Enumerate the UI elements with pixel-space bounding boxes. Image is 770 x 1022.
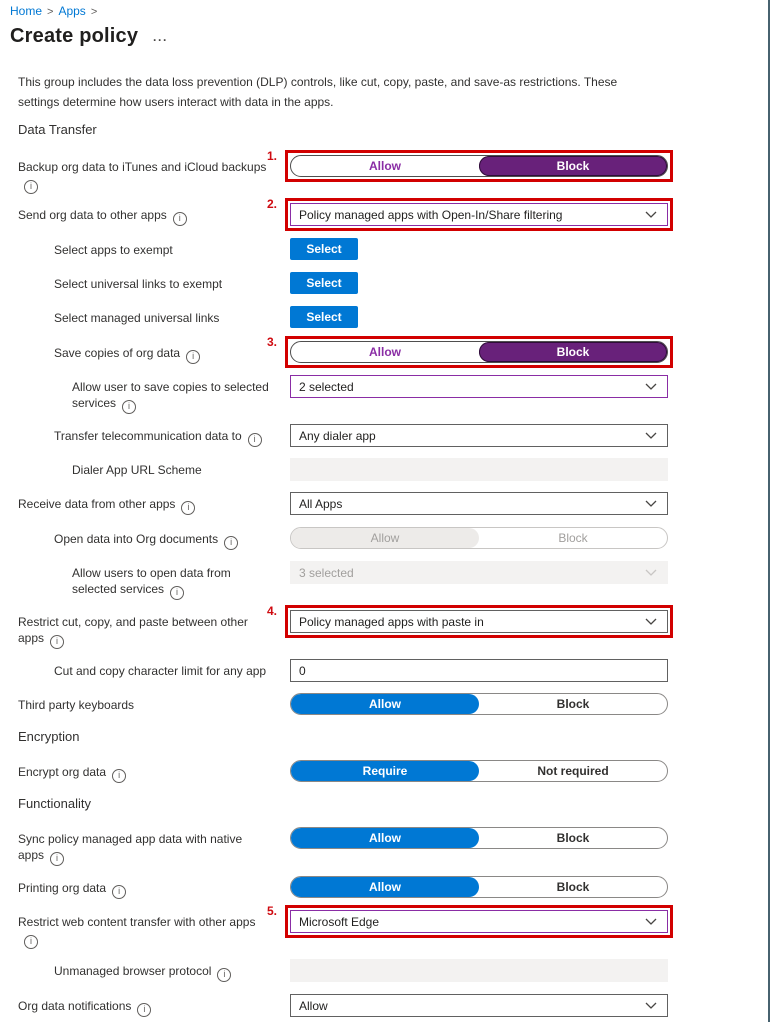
setting-label: Encrypt org data i [18, 760, 270, 783]
dropdown-telecom-data[interactable]: Any dialer app [290, 424, 668, 447]
dropdown-send-org-data[interactable]: Policy managed apps with Open-In/Share filtering [290, 203, 668, 226]
toggle-option-allow[interactable]: Allow [369, 345, 401, 359]
info-icon[interactable]: i [50, 852, 64, 866]
section-heading-data-transfer: Data Transfer [18, 122, 97, 137]
chevron-down-icon [645, 211, 657, 219]
dropdown-open-data-services: 3 selected [290, 561, 668, 584]
setting-label: Unmanaged browser protocol i [54, 959, 272, 982]
chevron-down-icon [645, 618, 657, 626]
toggle-option-allow[interactable]: Allow [291, 828, 479, 848]
toggle-third-party-keyboards[interactable] [290, 693, 668, 715]
setting-label: Sync policy managed app data with native apps i [18, 827, 270, 866]
chevron-right-icon: > [90, 6, 98, 18]
setting-label: Open data into Org documents i [54, 527, 272, 550]
info-icon[interactable]: i [112, 885, 126, 899]
info-icon[interactable]: i [186, 350, 200, 364]
info-icon[interactable]: i [137, 1003, 151, 1017]
info-icon[interactable]: i [248, 433, 262, 447]
breadcrumb-home-link[interactable]: Home [10, 4, 43, 18]
toggle-option-block[interactable]: Block [556, 831, 590, 845]
toggle-option-allow: Allow [291, 528, 479, 548]
toggle-option-block[interactable]: Block [479, 156, 667, 176]
setting-label: Transfer telecommunication data to i [54, 424, 272, 447]
input-cut-copy-limit[interactable]: 0 [290, 659, 668, 682]
info-icon[interactable]: i [24, 180, 38, 194]
info-icon[interactable]: i [173, 212, 187, 226]
section-heading-functionality: Functionality [18, 796, 91, 811]
section-description: This group includes the data loss prevention (DLP) controls, like cut, copy, paste, and save-as restrictions. These settings determine how users interact with data in the apps. [18, 75, 618, 110]
info-icon[interactable]: i [170, 586, 184, 600]
info-icon[interactable]: i [50, 635, 64, 649]
toggle-option-block: Block [558, 531, 588, 545]
chevron-down-icon [645, 918, 657, 926]
section-heading-encryption: Encryption [18, 729, 80, 744]
setting-label: Backup org data to iTunes and iCloud backupsi [18, 155, 270, 194]
setting-label: Cut and copy character limit for any app [54, 664, 267, 678]
chevron-down-icon [645, 383, 657, 391]
setting-label: Restrict web content transfer with other appsi [18, 910, 270, 949]
setting-label: Restrict cut, copy, and paste between other apps i [18, 610, 270, 649]
dropdown-save-copies-services[interactable]: 2 selected [290, 375, 668, 398]
select-universal-links-button[interactable]: Select [290, 272, 358, 294]
toggle-option-block[interactable]: Block [556, 697, 590, 711]
breadcrumb [10, 4, 102, 18]
setting-label: Allow users to open data from selected services i [72, 561, 272, 600]
toggle-option-allow[interactable]: Allow [369, 159, 401, 173]
setting-label: Select universal links to exempt [54, 277, 223, 291]
info-icon[interactable]: i [24, 935, 38, 949]
toggle-backup-org-data[interactable] [290, 155, 668, 177]
annotation-box-3 [267, 335, 673, 368]
chevron-down-icon [645, 1002, 657, 1010]
annotation-number: 1. [267, 149, 278, 163]
info-icon[interactable]: i [181, 501, 195, 515]
toggle-option-not-required[interactable]: Not required [537, 764, 609, 778]
annotation-box-1 [267, 149, 673, 182]
toggle-save-copies[interactable] [290, 341, 668, 363]
select-apps-button[interactable]: Select [290, 238, 358, 260]
breadcrumb-apps-link[interactable]: Apps [58, 4, 86, 18]
setting-label: Select managed universal links [54, 311, 220, 325]
setting-label: Printing org data i [18, 876, 270, 899]
info-icon[interactable]: i [224, 536, 238, 550]
setting-label: Org data notifications i [18, 994, 270, 1017]
annotation-number: 5. [267, 904, 278, 918]
dropdown-restrict-cut-copy-paste[interactable]: Policy managed apps with paste in [290, 610, 668, 633]
dropdown-restrict-web-content[interactable]: Microsoft Edge [290, 910, 668, 933]
input-dialer-url-scheme [290, 458, 668, 481]
chevron-right-icon: > [47, 6, 54, 18]
annotation-box-5 [267, 904, 673, 938]
more-options-button[interactable]: ··· [153, 33, 168, 47]
toggle-printing-org-data[interactable] [290, 876, 668, 898]
toggle-option-allow[interactable]: Allow [291, 877, 479, 897]
select-managed-links-button[interactable]: Select [290, 306, 358, 328]
dropdown-org-data-notifications[interactable]: Allow [290, 994, 668, 1017]
setting-label: Receive data from other apps i [18, 492, 270, 515]
info-icon[interactable]: i [112, 769, 126, 783]
annotation-number: 2. [267, 197, 278, 211]
toggle-sync-native-apps[interactable] [290, 827, 668, 849]
setting-label: Select apps to exempt [54, 243, 173, 257]
setting-label: Send org data to other apps i [18, 203, 270, 226]
annotation-box-4 [267, 604, 673, 638]
setting-label: Allow user to save copies to selected services i [72, 375, 272, 414]
chevron-down-icon [645, 569, 657, 577]
toggle-option-require[interactable]: Require [291, 761, 479, 781]
page-title: Create policy [10, 25, 139, 47]
chevron-down-icon [645, 500, 657, 508]
annotation-number: 4. [267, 604, 278, 618]
setting-label: Third party keyboards [18, 698, 135, 712]
dropdown-receive-data[interactable]: All Apps [290, 492, 668, 515]
toggle-encrypt-org-data[interactable] [290, 760, 668, 782]
info-icon[interactable]: i [122, 400, 136, 414]
setting-label: Dialer App URL Scheme [72, 463, 202, 477]
info-icon[interactable]: i [217, 968, 231, 982]
annotation-box-2 [267, 197, 673, 231]
setting-label: Save copies of org data i [54, 341, 272, 364]
toggle-open-data-org-documents [290, 527, 668, 549]
toggle-option-block[interactable]: Block [479, 342, 667, 362]
chevron-down-icon [645, 432, 657, 440]
toggle-option-block[interactable]: Block [556, 880, 590, 894]
toggle-option-allow[interactable]: Allow [291, 694, 479, 714]
annotation-number: 3. [267, 335, 278, 349]
input-unmanaged-browser-protocol [290, 959, 668, 982]
